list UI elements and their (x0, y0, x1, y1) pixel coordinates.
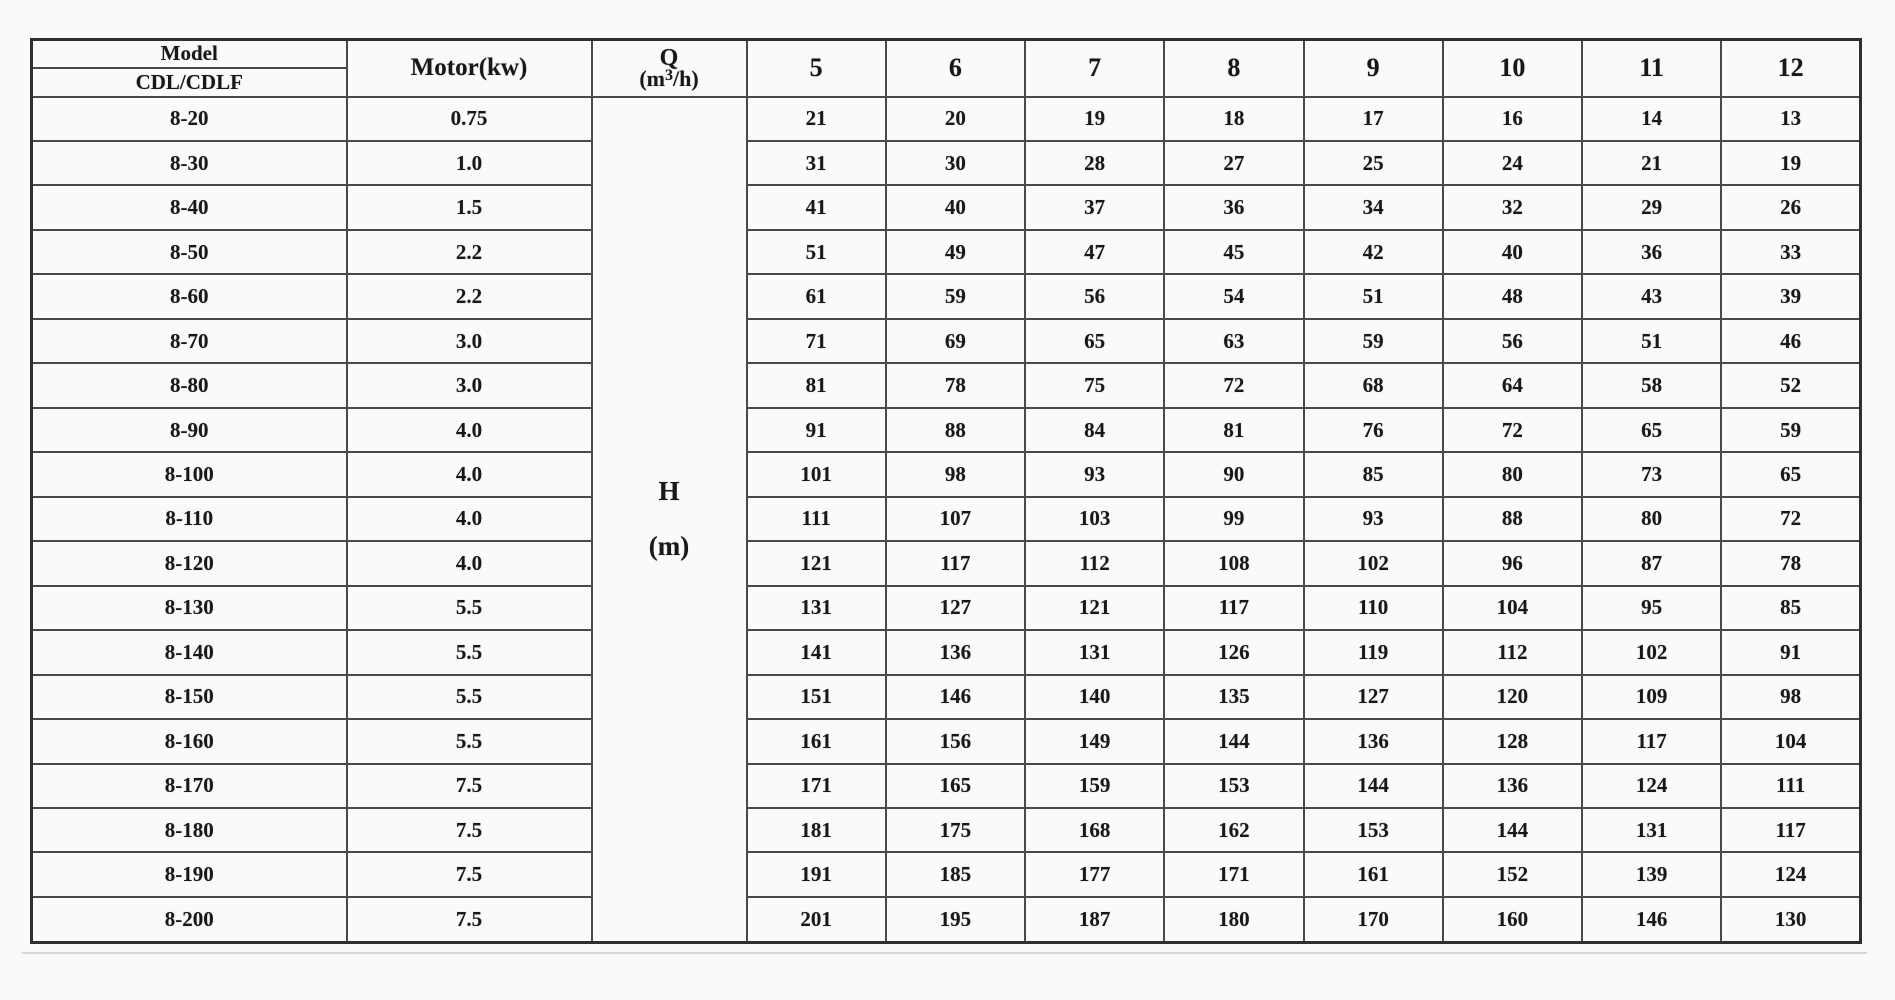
head-value-cell: 130 (1721, 897, 1860, 943)
head-value-cell: 59 (886, 274, 1025, 318)
head-value-cell: 162 (1164, 808, 1303, 852)
head-value-cell: 98 (886, 452, 1025, 496)
head-value-cell: 63 (1164, 319, 1303, 363)
head-value-cell: 84 (1025, 408, 1164, 452)
model-cell: 8-130 (32, 586, 347, 630)
head-value-cell: 93 (1304, 497, 1443, 541)
head-value-cell: 76 (1304, 408, 1443, 452)
head-value-cell: 195 (886, 897, 1025, 943)
table-row (32, 852, 1861, 896)
head-value-cell: 101 (747, 452, 886, 496)
head-value-cell: 65 (1582, 408, 1721, 452)
head-value-cell: 102 (1582, 630, 1721, 674)
head-value-cell: 181 (747, 808, 886, 852)
flow-rate-column-header: 12 (1721, 40, 1860, 97)
head-value-cell: 140 (1025, 675, 1164, 719)
table-row (32, 185, 1861, 229)
table-row (32, 141, 1861, 185)
table-row (32, 675, 1861, 719)
head-value-cell: 90 (1164, 452, 1303, 496)
head-value-cell: 46 (1721, 319, 1860, 363)
head-value-cell: 117 (1721, 808, 1860, 852)
model-cell: 8-200 (32, 897, 347, 943)
head-value-cell: 168 (1025, 808, 1164, 852)
head-value-cell: 72 (1164, 363, 1303, 407)
head-value-cell: 131 (1025, 630, 1164, 674)
head-value-cell: 40 (886, 185, 1025, 229)
head-value-cell: 161 (747, 719, 886, 763)
head-value-cell: 112 (1025, 541, 1164, 585)
head-value-cell: 104 (1721, 719, 1860, 763)
head-value-cell: 88 (1443, 497, 1582, 541)
q-unit-label: $(m^3/h)$ (639, 65, 699, 91)
motor-power-cell: 3.0 (347, 363, 592, 407)
head-value-cell: 32 (1443, 185, 1582, 229)
head-value-cell: 58 (1582, 363, 1721, 407)
head-value-cell: 47 (1025, 230, 1164, 274)
head-value-cell: 136 (1443, 764, 1582, 808)
head-value-cell: 95 (1582, 586, 1721, 630)
head-value-cell: 152 (1443, 852, 1582, 896)
head-value-cell: 180 (1164, 897, 1303, 943)
head-value-cell: 121 (747, 541, 886, 585)
head-value-cell: 144 (1304, 764, 1443, 808)
model-cell: 8-170 (32, 764, 347, 808)
head-value-cell: 65 (1721, 452, 1860, 496)
table-row (32, 764, 1861, 808)
model-header-label: Model (32, 40, 347, 68)
head-value-cell: 19 (1025, 97, 1164, 141)
scan-artifact-line (22, 952, 1867, 954)
flow-rate-column-header: 6 (886, 40, 1025, 97)
head-value-cell: 136 (886, 630, 1025, 674)
head-value-cell: 87 (1582, 541, 1721, 585)
table-row (32, 230, 1861, 274)
motor-power-cell: 2.2 (347, 230, 592, 274)
model-cell: 8-80 (32, 363, 347, 407)
head-value-cell: 112 (1443, 630, 1582, 674)
head-value-cell: 117 (1582, 719, 1721, 763)
head-value-cell: 121 (1025, 586, 1164, 630)
head-value-cell: 45 (1164, 230, 1303, 274)
table-row (32, 274, 1861, 318)
head-value-cell: 191 (747, 852, 886, 896)
model-series-label: CDL/CDLF (32, 68, 347, 97)
head-value-cell: 65 (1025, 319, 1164, 363)
head-value-cell: 51 (1304, 274, 1443, 318)
head-value-cell: 13 (1721, 97, 1860, 141)
pump-spec-table (30, 38, 1862, 944)
head-value-cell: 91 (747, 408, 886, 452)
head-value-cell: 117 (886, 541, 1025, 585)
motor-power-cell: 5.5 (347, 586, 592, 630)
model-cell: 8-50 (32, 230, 347, 274)
head-value-cell: 78 (1721, 541, 1860, 585)
table-row (32, 319, 1861, 363)
head-value-cell: 16 (1443, 97, 1582, 141)
head-value-cell: 37 (1025, 185, 1164, 229)
head-value-cell: 56 (1025, 274, 1164, 318)
head-value-cell: 135 (1164, 675, 1303, 719)
table-row (32, 408, 1861, 452)
table-row (32, 497, 1861, 541)
model-cell: 8-60 (32, 274, 347, 318)
motor-power-cell: 5.5 (347, 675, 592, 719)
head-value-cell: 80 (1443, 452, 1582, 496)
head-value-cell: 40 (1443, 230, 1582, 274)
head-value-cell: 54 (1164, 274, 1303, 318)
model-cell: 8-30 (32, 141, 347, 185)
head-value-cell: 68 (1304, 363, 1443, 407)
motor-power-cell: 4.0 (347, 408, 592, 452)
head-value-cell: 29 (1582, 185, 1721, 229)
head-value-cell: 30 (886, 141, 1025, 185)
motor-power-cell: 5.5 (347, 719, 592, 763)
head-value-cell: 72 (1443, 408, 1582, 452)
head-value-cell: 144 (1443, 808, 1582, 852)
model-cell: 8-150 (32, 675, 347, 719)
head-value-cell: 51 (1582, 319, 1721, 363)
head-unit-merged-cell (592, 97, 747, 943)
motor-power-cell: 4.0 (347, 497, 592, 541)
model-cell: 8-70 (32, 319, 347, 363)
head-value-cell: 156 (886, 719, 1025, 763)
head-value-cell: 103 (1025, 497, 1164, 541)
head-value-cell: 19 (1721, 141, 1860, 185)
flow-rate-column-header: 5 (747, 40, 886, 97)
model-cell: 8-180 (32, 808, 347, 852)
motor-power-cell: 3.0 (347, 319, 592, 363)
head-value-cell: 96 (1443, 541, 1582, 585)
head-value-cell: 73 (1582, 452, 1721, 496)
head-value-cell: 56 (1443, 319, 1582, 363)
head-value-cell: 117 (1164, 586, 1303, 630)
flow-rate-column-header: 7 (1025, 40, 1164, 97)
head-value-cell: 42 (1304, 230, 1443, 274)
head-value-cell: 111 (1721, 764, 1860, 808)
head-value-cell: 59 (1721, 408, 1860, 452)
head-value-cell: 107 (886, 497, 1025, 541)
head-value-cell: 171 (747, 764, 886, 808)
flow-rate-column-header: 8 (1164, 40, 1303, 97)
flow-rate-column-header: 10 (1443, 40, 1582, 97)
head-value-cell: 72 (1721, 497, 1860, 541)
motor-power-cell: 7.5 (347, 764, 592, 808)
head-value-cell: 69 (886, 319, 1025, 363)
head-value-cell: 27 (1164, 141, 1303, 185)
motor-power-cell: 7.5 (347, 852, 592, 896)
head-value-cell: 141 (747, 630, 886, 674)
head-value-cell: 28 (1025, 141, 1164, 185)
head-value-cell: 104 (1443, 586, 1582, 630)
head-value-cell: 175 (886, 808, 1025, 852)
head-value-cell: 52 (1721, 363, 1860, 407)
head-value-cell: 17 (1304, 97, 1443, 141)
head-value-cell: 126 (1164, 630, 1303, 674)
head-value-cell: 36 (1582, 230, 1721, 274)
head-value-cell: 61 (747, 274, 886, 318)
head-value-cell: 146 (886, 675, 1025, 719)
model-cell: 8-120 (32, 541, 347, 585)
head-value-cell: 127 (1304, 675, 1443, 719)
table-row (32, 808, 1861, 852)
head-value-cell: 80 (1582, 497, 1721, 541)
model-cell: 8-90 (32, 408, 347, 452)
head-value-cell: 119 (1304, 630, 1443, 674)
head-value-cell: 159 (1025, 764, 1164, 808)
model-cell: 8-160 (32, 719, 347, 763)
head-value-cell: 144 (1164, 719, 1303, 763)
head-value-cell: 24 (1443, 141, 1582, 185)
table-row (32, 97, 1861, 141)
head-value-cell: 21 (1582, 141, 1721, 185)
head-value-cell: 124 (1582, 764, 1721, 808)
head-value-cell: 108 (1164, 541, 1303, 585)
motor-power-cell: 7.5 (347, 808, 592, 852)
head-value-cell: 160 (1443, 897, 1582, 943)
head-value-cell: 153 (1164, 764, 1303, 808)
motor-power-cell: 5.5 (347, 630, 592, 674)
head-value-cell: 18 (1164, 97, 1303, 141)
motor-power-cell: 4.0 (347, 541, 592, 585)
motor-power-cell: 0.75 (347, 97, 592, 141)
flow-rate-column-header: 11 (1582, 40, 1721, 97)
table-row (32, 363, 1861, 407)
motor-power-cell: 1.5 (347, 185, 592, 229)
head-value-cell: 131 (747, 586, 886, 630)
head-unit-label: (m) (648, 531, 690, 562)
head-value-cell: 201 (747, 897, 886, 943)
head-value-cell: 85 (1721, 586, 1860, 630)
head-value-cell: 33 (1721, 230, 1860, 274)
model-cell: 8-140 (32, 630, 347, 674)
head-value-cell: 59 (1304, 319, 1443, 363)
head-value-cell: 20 (886, 97, 1025, 141)
head-value-cell: 111 (747, 497, 886, 541)
q-symbol-label: Q (659, 45, 679, 72)
head-value-cell: 131 (1582, 808, 1721, 852)
head-value-cell: 49 (886, 230, 1025, 274)
motor-power-cell: 7.5 (347, 897, 592, 943)
head-value-cell: 146 (1582, 897, 1721, 943)
head-value-cell: 26 (1721, 185, 1860, 229)
head-value-cell: 81 (747, 363, 886, 407)
head-value-cell: 48 (1443, 274, 1582, 318)
motor-header-label: Motor(kw) (347, 40, 592, 97)
head-value-cell: 78 (886, 363, 1025, 407)
head-symbol-label: H (658, 476, 680, 507)
table-row (32, 586, 1861, 630)
head-value-cell: 149 (1025, 719, 1164, 763)
head-value-cell: 36 (1164, 185, 1303, 229)
head-value-cell: 88 (886, 408, 1025, 452)
head-value-cell: 165 (886, 764, 1025, 808)
head-value-cell: 39 (1721, 274, 1860, 318)
head-value-cell: 85 (1304, 452, 1443, 496)
table-row (32, 541, 1861, 585)
head-value-cell: 171 (1164, 852, 1303, 896)
head-value-cell: 25 (1304, 141, 1443, 185)
head-value-cell: 41 (747, 185, 886, 229)
head-value-cell: 43 (1582, 274, 1721, 318)
head-value-cell: 185 (886, 852, 1025, 896)
model-cell: 8-100 (32, 452, 347, 496)
head-value-cell: 91 (1721, 630, 1860, 674)
table-row (32, 897, 1861, 943)
head-value-cell: 120 (1443, 675, 1582, 719)
head-value-cell: 139 (1582, 852, 1721, 896)
head-value-cell: 151 (747, 675, 886, 719)
head-value-cell: 81 (1164, 408, 1303, 452)
head-value-cell: 136 (1304, 719, 1443, 763)
head-value-cell: 170 (1304, 897, 1443, 943)
head-value-cell: 64 (1443, 363, 1582, 407)
model-cell: 8-20 (32, 97, 347, 141)
head-value-cell: 124 (1721, 852, 1860, 896)
model-cell: 8-190 (32, 852, 347, 896)
head-value-cell: 75 (1025, 363, 1164, 407)
head-value-cell: 109 (1582, 675, 1721, 719)
head-value-cell: 127 (886, 586, 1025, 630)
head-value-cell: 34 (1304, 185, 1443, 229)
head-value-cell: 93 (1025, 452, 1164, 496)
head-value-cell: 161 (1304, 852, 1443, 896)
head-value-cell: 187 (1025, 897, 1164, 943)
head-value-cell: 128 (1443, 719, 1582, 763)
head-value-cell: 110 (1304, 586, 1443, 630)
motor-power-cell: 1.0 (347, 141, 592, 185)
head-value-cell: 21 (747, 97, 886, 141)
head-value-cell: 177 (1025, 852, 1164, 896)
table-row (32, 630, 1861, 674)
head-value-cell: 71 (747, 319, 886, 363)
header-row-top (32, 40, 1861, 68)
head-value-cell: 102 (1304, 541, 1443, 585)
flow-rate-header (592, 40, 747, 97)
head-value-cell: 14 (1582, 97, 1721, 141)
table-row (32, 719, 1861, 763)
motor-power-cell: 4.0 (347, 452, 592, 496)
head-value-cell: 99 (1164, 497, 1303, 541)
head-value-cell: 153 (1304, 808, 1443, 852)
table-row (32, 452, 1861, 496)
head-value-cell: 51 (747, 230, 886, 274)
model-cell: 8-110 (32, 497, 347, 541)
head-value-cell: 31 (747, 141, 886, 185)
flow-rate-column-header: 9 (1304, 40, 1443, 97)
motor-power-cell: 2.2 (347, 274, 592, 318)
model-cell: 8-40 (32, 185, 347, 229)
head-value-cell: 98 (1721, 675, 1860, 719)
